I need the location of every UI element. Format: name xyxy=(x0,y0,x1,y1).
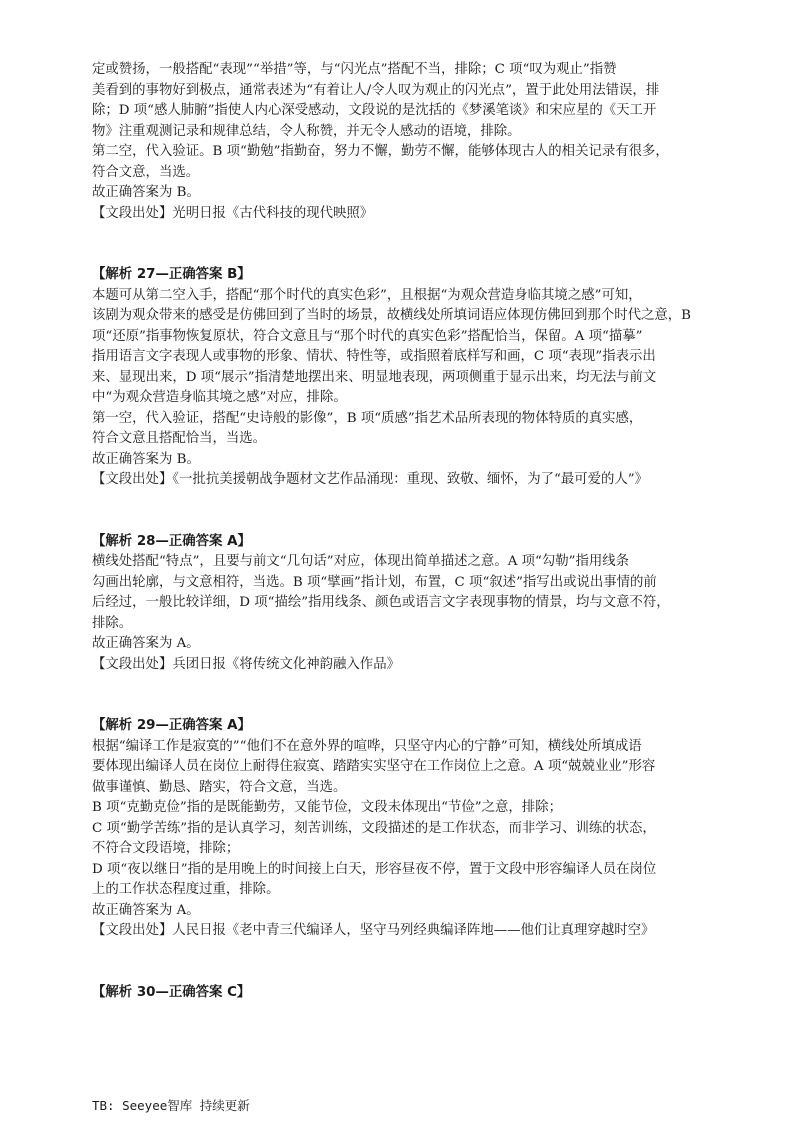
analysis-section-28 xyxy=(92,532,722,676)
section-heading: 【解析 27—正确答案 B】 xyxy=(92,267,251,282)
text-line: 符合文意且搭配恰当，当选。 xyxy=(92,431,267,446)
text-line: 美看到的事物好到极点，通常表述为“有着让人/令人叹为观止的闪光点”，置于此处用法错误，排 xyxy=(92,82,660,98)
text-line: 故正确答案为 B。 xyxy=(92,451,200,467)
text-line: 后经过，一般比较详细，D 项“描绘”指用线条、颜色或语言文字表现事物的情景，均与文意不符， xyxy=(92,595,670,610)
analysis-section-29 xyxy=(92,716,722,942)
text-line: 第二空，代入验证。B 项“勤勉”指勤奋，努力不懈，勤劳不懈，能够体现古人的相关记录有很多， xyxy=(92,144,669,159)
text-line: 根据“编译工作是寂寞的”“他们不在意外界的喧哗，只坚守内心的宁静”可知，横线处所填成语 xyxy=(92,738,642,754)
text-line: 中“为观众营造身临其境之感”对应，排除。 xyxy=(92,390,347,405)
text-line: 要体现出编译人员在岗位上耐得住寂寞、踏踏实实坚守在工作岗位上之意。A 项“兢兢业业”形容 xyxy=(92,759,656,774)
text-line: 横线处搭配“特点”，且要与前文“几句话”对应，体现出简单描述之意。A 项“勾勒”指用线条 xyxy=(92,554,630,569)
text-line: 不符合文段语境，排除； xyxy=(92,841,240,856)
source-line: 【文段出处】兵团日报《将传统文化神韵融入作品》 xyxy=(92,656,400,672)
text-line: 上的工作状态程度过重，排除。 xyxy=(92,882,280,897)
source-line: 【文段出处】人民日报《老中青三代编译人，坚守马列经典编译阵地——他们让真理穿越时空》 xyxy=(92,923,655,938)
source-line: 【文段出处】《一批抗美援朝战争题材文艺作品涌现：重现、致敬、缅怀，为了“最可爱的人”》 xyxy=(92,472,649,487)
text-line: B 项“克勤克俭”指的是既能勤劳，又能节俭，文段未体现出“节俭”之意，排除； xyxy=(92,800,562,815)
section-heading: 【解析 30—正确答案 C】 xyxy=(92,984,251,1000)
section-heading: 【解析 28—正确答案 A】 xyxy=(92,533,251,549)
text-line: 该剧为观众带来的感受是仿佛回到了当时的场景，故横线处所填词语应体现仿佛回到那个时代之意，B xyxy=(92,308,692,323)
continued-paragraph xyxy=(92,60,722,224)
page-footer: TB: Seeyee智库 持续更新 xyxy=(92,1098,250,1113)
text-line: 本题可从第二空入手，搭配“那个时代的真实色彩”，且根据“为观众营造身临其境之感”可知， xyxy=(92,287,642,303)
text-line: 项“还原”指事物恢复原状，符合文意且与“那个时代的真实色彩”搭配恰当，保留。A 项“描摹” xyxy=(92,328,643,344)
text-line: D 项“夜以继日”指的是用晚上的时间接上白天，形容昼夜不停，置于文段中形容编译人员在岗位 xyxy=(92,861,657,877)
text-line: 做事谨慎、勤恳、踏实，符合文意，当选。 xyxy=(92,779,347,795)
text-line: C 项“勤学苦练”指的是认真学习，刻苦训练，文段描述的是工作状态，而非学习、训练的状态， xyxy=(92,820,656,836)
text-line: 物》注重观测记录和规律总结，令人称赞，并无令人感动的语境，排除。 xyxy=(92,123,521,139)
text-line: 第一空，代入验证，搭配“史诗般的影像”，B 项“质感”指艺术品所表现的物体特质的真实感， xyxy=(92,410,643,426)
text-line: 故正确答案为 A。 xyxy=(92,636,200,651)
text-line: 除；D 项“感人肺腑”指使人内心深受感动，文段说的是沈括的《梦溪笔谈》和宋应星的《天工开 xyxy=(92,103,657,118)
document-body xyxy=(92,60,722,1003)
text-line: 故正确答案为 B。 xyxy=(92,185,200,200)
text-line: 故正确答案为 A。 xyxy=(92,902,200,918)
analysis-section-27 xyxy=(92,265,722,491)
text-line: 指用语言文字表现人或事物的形象、情状、特性等，或指照着底样写和画，C 项“表现”指表示出 xyxy=(92,349,656,364)
text-line: 符合文意，当选。 xyxy=(92,164,200,180)
analysis-section-30 xyxy=(92,983,722,1004)
section-heading: 【解析 29—正确答案 A】 xyxy=(92,718,251,733)
text-line: 勾画出轮廓，与文意相符，当选。B 项“擘画”指计划，布置，C 项“叙述”指写出或说出事情的前 xyxy=(92,574,657,590)
text-line: 定或赞扬，一般搭配“表现”“举措”等，与“闪光点”搭配不当，排除；C 项“叹为观止”指赞 xyxy=(92,62,617,77)
source-line: 【文段出处】光明日报《古代科技的现代映照》 xyxy=(92,205,374,221)
text-line: 来、显现出来，D 项“展示”指清楚地摆出来、明显地表现，两项侧重于显示出来，均无法与前文 xyxy=(92,369,657,385)
text-line: 排除。 xyxy=(92,615,133,631)
